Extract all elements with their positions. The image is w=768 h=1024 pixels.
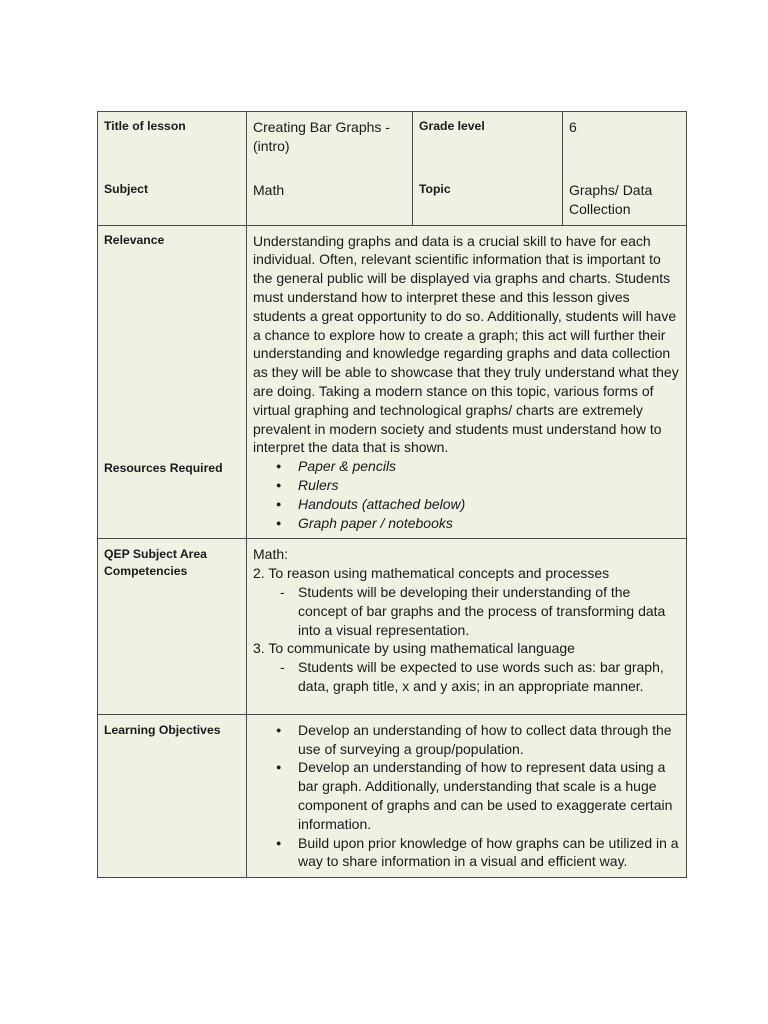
header-labels-cell — [98, 112, 247, 226]
qep-label: QEP Subject Area Competencies — [98, 539, 247, 714]
objective-item: ● Develop an understanding of how to represent data using a bar graph. Additionally, understanding that scale is a huge component of graphs and can be used to exaggerate certain information. — [253, 758, 680, 833]
competency-2-title: 2. To reason using mathematical concepts and processes — [253, 565, 610, 582]
subject-label: Subject — [104, 182, 149, 196]
resource-item: ● Handouts (attached below) — [253, 495, 680, 514]
header-row — [98, 112, 687, 226]
objectives-list — [253, 721, 680, 871]
competency-2-detail: - Students will be developing their understanding of the concept of bar graphs and the process of transforming data into a visual representation. — [253, 583, 680, 639]
objective-item: ● Build upon prior knowledge of how graphs can be utilized in a way to share information in a visual and efficient way. — [253, 834, 680, 872]
subject-value: Math — [253, 182, 285, 198]
relevance-label: Relevance — [104, 232, 165, 247]
competency-3-detail: - Students will be expected to use words such as: bar graph, data, graph title, x and y axis; in an appropriate manner. — [253, 658, 680, 696]
qep-heading: Math: — [253, 546, 289, 563]
objectives-content-cell — [247, 714, 687, 877]
resources-label: Resources Required — [104, 460, 223, 475]
grade-value: 6 — [569, 119, 577, 135]
resource-item: ● Paper & pencils — [253, 457, 680, 476]
resources-list — [253, 457, 680, 532]
topic-value: Graphs/ Data Collection — [569, 182, 653, 217]
competency-3-title: 3. To communicate by using mathematical language — [253, 640, 575, 657]
header-values-cell — [247, 112, 413, 226]
qep-row — [98, 539, 687, 714]
header-values-cell-2 — [563, 112, 687, 226]
resource-item: ● Rulers — [253, 476, 680, 495]
lesson-plan-table — [97, 111, 687, 878]
qep-content-cell — [247, 539, 687, 714]
topic-label: Topic — [419, 182, 451, 196]
header-labels-cell-2 — [413, 112, 563, 226]
relevance-text: Understanding graphs and data is a crucial skill to have for each individual. Often, relevant scientific information that is important to the general public will be displayed via graphs and charts. Students must understand how to interpret these and this lesson gives students a great opportunity to do so. Additionally, students will have a chance to explore how to create a graph; this act will further their understanding and knowledge regarding graphs and data collection as they will be able to showcase that they truly understand what they are doing. Taking a modern stance on this topic, various forms of virtual graphing and technological graphs/ charts are extremely prevalent in modern society and students must understand how to interpret the data that is shown. — [253, 232, 679, 456]
grade-label: Grade level — [419, 119, 485, 133]
competency-3-details — [253, 658, 680, 696]
relevance-labels-cell — [98, 225, 247, 539]
objective-item: ● Develop an understanding of how to collect data through the use of surveying a group/population. — [253, 721, 680, 759]
relevance-row — [98, 225, 687, 539]
objectives-row — [98, 714, 687, 877]
resource-item: ● Graph paper / notebooks — [253, 514, 680, 533]
lesson-plan-document — [97, 111, 686, 878]
objectives-label: Learning Objectives — [98, 714, 247, 877]
relevance-content-cell — [247, 225, 687, 539]
title-value: Creating Bar Graphs - (intro) — [253, 119, 390, 154]
competency-2-details — [253, 583, 680, 639]
title-label: Title of lesson — [104, 119, 186, 133]
